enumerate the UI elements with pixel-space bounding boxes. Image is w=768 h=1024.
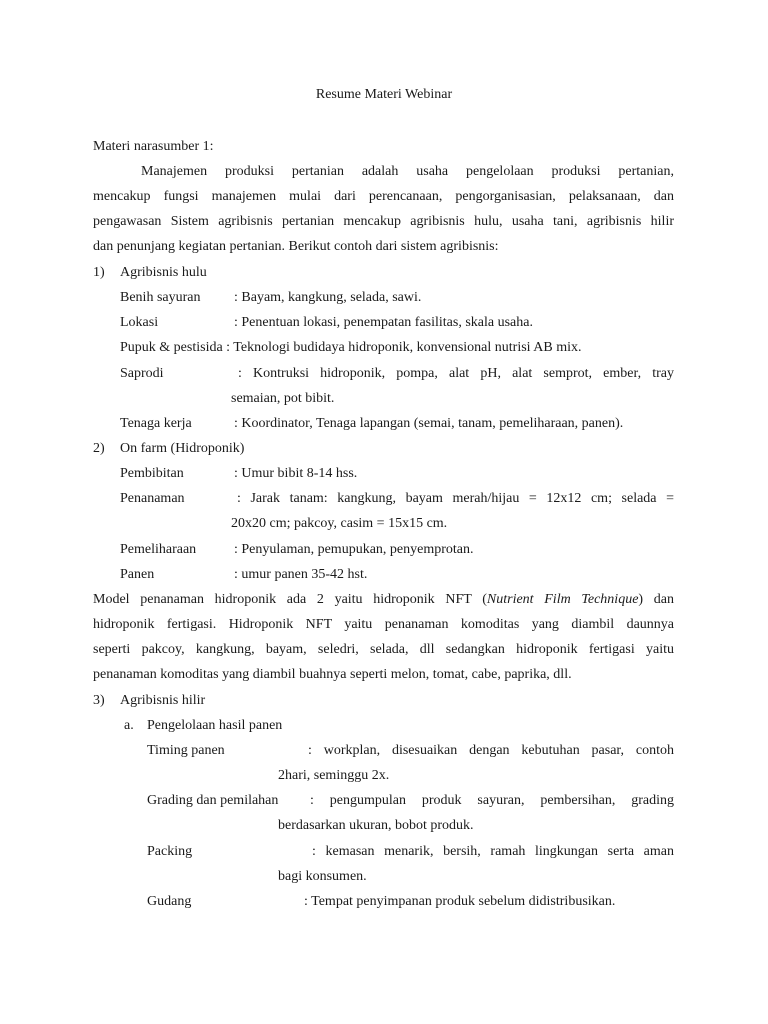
- item-label: Tenaga kerja: [120, 416, 192, 431]
- item-label: Pembibitan: [120, 466, 184, 481]
- item-value: : workplan, disesuaikan dengan kebutuhan pasar, contoh: [308, 743, 674, 758]
- section-heading: Agribisnis hilir: [120, 693, 206, 708]
- item-value: : Bayam, kangkung, selada, sawi.: [234, 290, 422, 305]
- item-label: Saprodi: [120, 366, 164, 381]
- item-label: Penanaman: [120, 491, 185, 506]
- nft-term: Nutrient Film Technique: [486, 592, 639, 607]
- item-value: : kemasan menarik, bersih, ramah lingkungan serta aman: [312, 844, 674, 859]
- item-value: : pengumpulan produk sayuran, pembersihan, grading: [310, 793, 674, 808]
- item-label: Gudang: [147, 894, 192, 909]
- item-label: Packing: [147, 844, 193, 859]
- model-line: hidroponik fertigasi. Hidroponik NFT yaitu penanaman komoditas yang diambil daunnya: [93, 617, 674, 632]
- item-label: Pemeliharaan: [120, 542, 197, 557]
- intro-line: dan penunjang kegiatan pertanian. Berikut contoh dari sistem agribisnis:: [93, 239, 499, 254]
- item-label: Benih sayuran: [120, 290, 201, 305]
- section-heading: Agribisnis hulu: [120, 265, 207, 280]
- narasumber-heading: Materi narasumber 1:: [93, 139, 214, 154]
- section-number: 3): [93, 693, 105, 708]
- item-label: Timing panen: [147, 743, 225, 758]
- item-label: Grading dan pemilahan: [147, 793, 279, 808]
- section-number: 2): [93, 441, 105, 456]
- section-number: 1): [93, 265, 105, 280]
- model-line: penanaman komoditas yang diambil buahnya seperti melon, tomat, cabe, paprika, dll.: [93, 667, 572, 682]
- item-value-cont: 2hari, seminggu 2x.: [278, 768, 390, 783]
- item-value-cont: berdasarkan ukuran, bobot produk.: [278, 818, 474, 833]
- item-value-cont: 20x20 cm; pakcoy, casim = 15x15 cm.: [231, 516, 448, 531]
- item-value: : Penentuan lokasi, penempatan fasilitas, skala usaha.: [234, 315, 533, 330]
- item-label: Lokasi: [120, 315, 159, 330]
- model-line: Model penanaman hidroponik ada 2 yaitu hidroponik NFT (Nutrient Film Technique) dan: [93, 592, 674, 607]
- intro-line: pengawasan Sistem agribisnis pertanian mencakup agribisnis hulu, usaha tani, agribisnis hilir: [93, 214, 674, 229]
- item-label: Panen: [120, 567, 155, 582]
- item-value-cont: bagi konsumen.: [278, 869, 367, 884]
- item-value: : Umur bibit 8-14 hss.: [234, 466, 358, 481]
- sub-letter: a.: [124, 718, 134, 733]
- intro-line: mencakup fungsi manajemen mulai dari perencanaan, pengorganisasian, pelaksanaan, dan: [93, 189, 674, 204]
- section-heading: On farm (Hidroponik): [120, 441, 245, 456]
- item-value: Pupuk & pestisida : Teknologi budidaya hidroponik, konvensional nutrisi AB mix.: [120, 340, 582, 355]
- item-value: : Penyulaman, pemupukan, penyemprotan.: [234, 542, 474, 557]
- item-value: : Jarak tanam: kangkung, bayam merah/hijau = 12x12 cm; selada =: [237, 491, 674, 506]
- intro-line: Manajemen produksi pertanian adalah usaha pengelolaan produksi pertanian,: [141, 164, 674, 179]
- item-value: : umur panen 35-42 hst.: [234, 567, 368, 582]
- item-value: : Kontruksi hidroponik, pompa, alat pH, alat semprot, ember, tray: [238, 366, 674, 381]
- item-value: : Tempat penyimpanan produk sebelum didistribusikan.: [304, 894, 616, 909]
- sub-heading: Pengelolaan hasil panen: [147, 718, 283, 733]
- item-value-cont: semaian, pot bibit.: [231, 391, 335, 406]
- document-title: Resume Materi Webinar: [315, 87, 453, 102]
- item-value: : Koordinator, Tenaga lapangan (semai, tanam, pemeliharaan, panen).: [234, 416, 624, 431]
- model-line: seperti pakcoy, kangkung, bayam, seledri, selada, dll sedangkan hidroponik fertigasi yaitu: [93, 642, 674, 657]
